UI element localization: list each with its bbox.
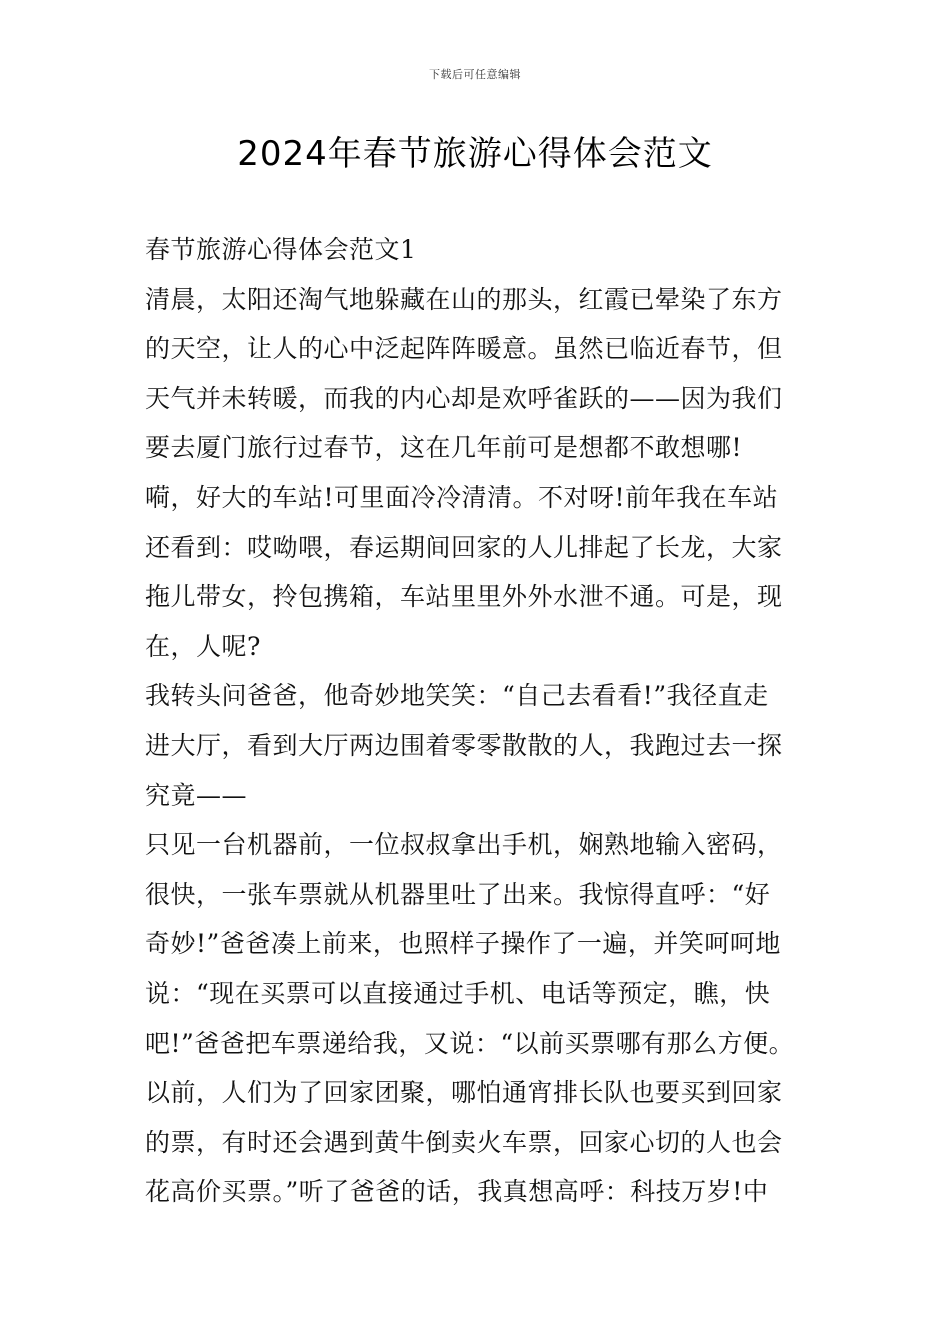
paragraph-line: 很快，一张车票就从机器里吐了出来。我惊得直呼：“好 bbox=[145, 879, 771, 909]
paragraph-line: 还看到：哎呦喂，春运期间回家的人儿排起了长龙，大家 bbox=[145, 532, 783, 562]
paragraph-line: 的票，有时还会遇到黄牛倒卖火车票，回家心切的人也会 bbox=[145, 1127, 783, 1157]
paragraph-line: 花高价买票。”听了爸爸的话，我真想高呼：科技万岁!中 bbox=[145, 1177, 769, 1207]
paragraph-line: 奇妙!”爸爸凑上前来，也照样子操作了一遍，并笑呵呵地 bbox=[145, 929, 781, 959]
paragraph-line: 嗬，好大的车站!可里面冷冷清清。不对呀!前年我在车站 bbox=[145, 482, 779, 512]
paragraph-line: 拖儿带女，拎包携箱，车站里里外外水泄不通。可是，现 bbox=[145, 582, 783, 612]
paragraph-line: 的天空，让人的心中泛起阵阵暖意。虽然已临近春节，但 bbox=[145, 334, 783, 364]
paragraph-line: 吧!”爸爸把车票递给我，又说：“以前买票哪有那么方便。 bbox=[145, 1028, 795, 1058]
paragraph-line: 进大厅，看到大厅两边围着零零散散的人，我跑过去一探 bbox=[145, 730, 783, 760]
page-title: 2024年春节旅游心得体会范文 bbox=[237, 134, 713, 174]
paragraph-line: 以前，人们为了回家团聚，哪怕通宵排长队也要买到回家 bbox=[145, 1078, 783, 1108]
section-heading: 春节旅游心得体会范文1 bbox=[145, 235, 417, 264]
paragraph-line: 天气并未转暖，而我的内心却是欢呼雀跃的——因为我们 bbox=[145, 383, 783, 413]
paragraph-line: 只见一台机器前，一位叔叔拿出手机，娴熟地输入密码， bbox=[145, 830, 783, 860]
paragraph-line: 说：“现在买票可以直接通过手机、电话等预定，瞧，快 bbox=[145, 978, 771, 1008]
paragraph-line: 清晨，太阳还淘气地躲藏在山的那头，红霞已晕染了东方 bbox=[145, 284, 783, 314]
paragraph-line: 究竟—— bbox=[145, 780, 248, 810]
body-text bbox=[145, 225, 845, 1217]
paragraph-line: 在，人呢? bbox=[145, 631, 261, 661]
paragraph-line: 要去厦门旅行过春节，这在几年前可是想都不敢想哪! bbox=[145, 433, 743, 463]
paragraph-line: 我转头问爸爸，他奇妙地笑笑：“自己去看看!”我径直走 bbox=[145, 681, 769, 711]
header-note: 下载后可任意编辑 bbox=[429, 68, 521, 81]
